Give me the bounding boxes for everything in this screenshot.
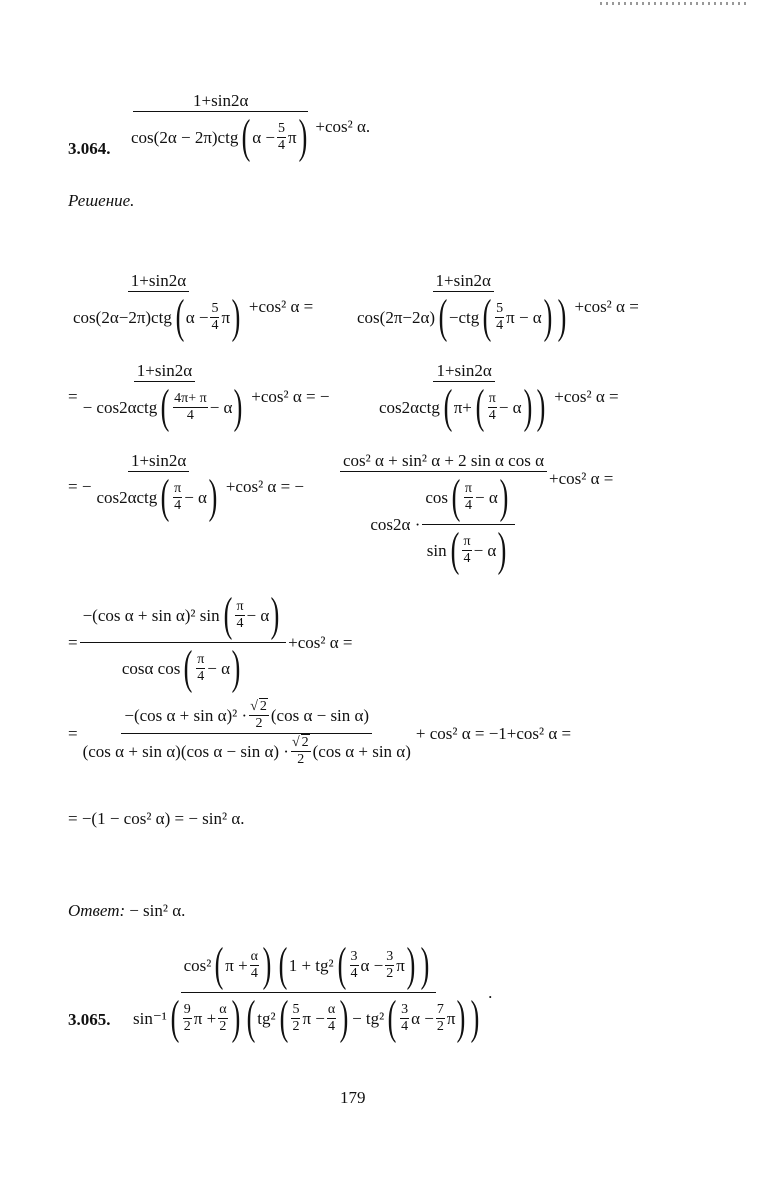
scan-artifact-dots [600,2,750,5]
page-number: 179 [340,1088,366,1107]
step-4: = −(cos α + sin α)² sin ( $\frac{\pi}{4}$ − α ) cosα cos ( $\frac{\pi}{4}$ − α ) +cos² α = [68,592,352,692]
problem-065-number: 3.065. [68,1010,111,1029]
step-1-left: 1+sin2α cos(2α−2π)ctg ( α − $\frac{5}{4}$ π ) +cos² α = [68,272,313,342]
step-3-left: = − 1+sin2α cos2αctg ( $\frac{\pi}{4}$ − α ) +cos² α = − [68,452,304,522]
step-2-left: = 1+sin2α − cos2αctg ( $\frac{4\pi+ \pi}{4}$ − α ) +cos² α = − [68,362,329,432]
solution-label: Решение. [68,191,135,210]
step-5: = −(cos α + sin α)² · $\frac{√ 2}{2}$ (cos α − sin α) (cos α + sin α)(cos α − sin α) · $\frac{√ 2}{2}$ (cos α + sin α) + cos² α = −1+cos² α = [68,699,572,767]
problem-064-number: 3.064. [68,139,111,158]
problem-065-expression: cos² ( π + $\frac{\alpha}{4}$ ) ( 1 + tg² ( $\frac{3}{4}$ α − $\frac{3}{2}$ π ) ) sin⁻¹ ( $\frac{9}{2}$ π + $\frac{\alpha}{2}$ ) ( tg² ( $\frac{5}{2}$ π − $\frac{\alpha}{4}$ ) − tg² ( $\frac{3}{4}$ α − $\frac{7}{2}$ π ) ) . [128,942,492,1042]
answer [68,902,185,919]
answer-value: − sin² α. [129,901,186,920]
step-6: = −(1 − cos² α) = − sin² α. [68,809,245,828]
step-3-right: cos² α + sin² α + 2 sin α cos α cos2α · cos ( $\frac{\pi}{4}$ − α ) sin ( $\frac{\pi}{4}$ − α ) +cos² α = [338,452,613,574]
step-2-right: 1+sin2α cos2αctg ( π+ ( $\frac{\pi}{4}$ − α ) ) +cos² α = [374,362,619,432]
problem-064-fraction: 1+sin2α cos(2α − 2π)ctg ( α − $\frac{5}{4}$ π ) [128,92,313,162]
step-1-right: 1+sin2α cos(2π−2α) ( −ctg ( $\frac{5}{4}$ π − α ) ) +cos² α = [352,272,639,342]
problem-064-expression: 1+sin2α cos(2α − 2π)ctg ( α − $\frac{5}{4}$ π ) +cos² α. [126,92,370,162]
answer-label: Ответ: [68,901,126,920]
